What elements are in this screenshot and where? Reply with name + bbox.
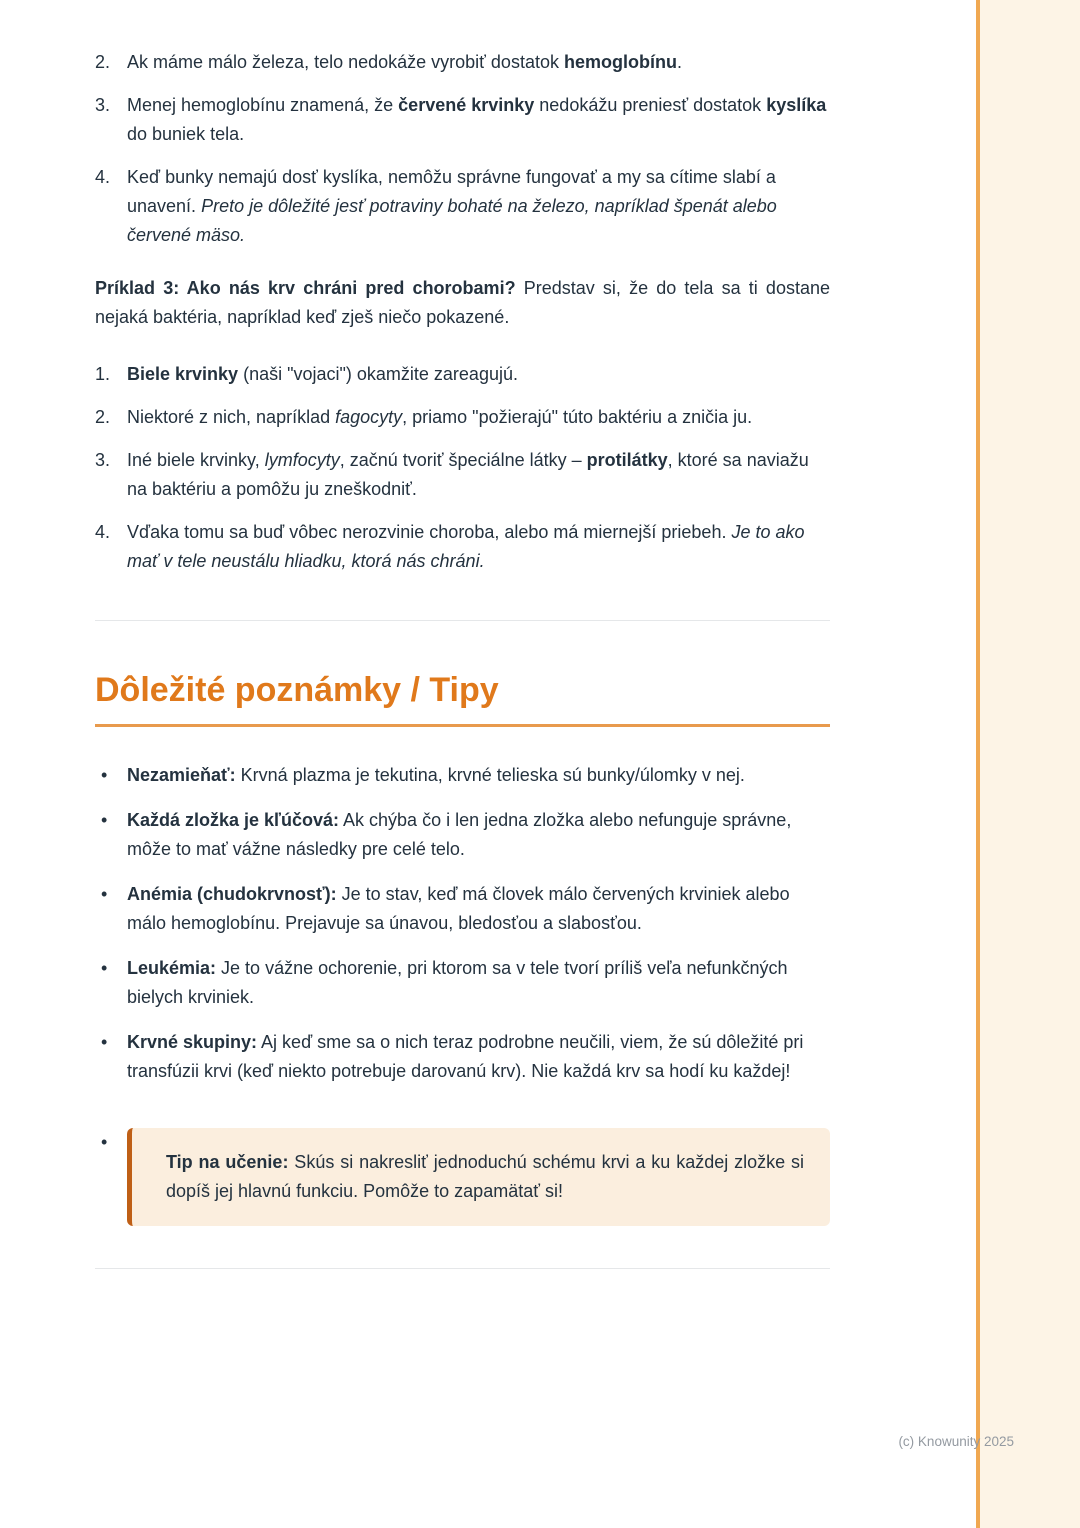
tip-callout-row — [95, 1128, 830, 1226]
page-edge-stripe — [976, 0, 1080, 1528]
bullet-marker: • — [101, 810, 108, 830]
bullet-marker: • — [101, 1032, 108, 1052]
list-item — [95, 761, 830, 790]
list-item — [95, 446, 830, 504]
list-item-text: Menej hemoglobínu znamená, že červené krvinky nedokážu preniesť dostatok kyslíka do buniek tela. — [127, 95, 827, 144]
list-item-text: Niektoré z nich, napríklad fagocyty, priamo "požierajú" túto baktériu a zničia ju. — [127, 407, 753, 427]
list-item — [95, 48, 830, 77]
list-item — [95, 806, 830, 864]
bullet-marker: • — [101, 884, 108, 904]
list-marker: 2. — [95, 52, 111, 72]
tip-callout-text: Tip na učenie: Skús si nakresliť jednoduchú schému krvi a ku každej zložke si dopíš jej hlavnú funkciu. Pomôže to zapamätať si! — [166, 1152, 804, 1201]
list-marker: 3. — [95, 95, 111, 115]
list-item-text: Iné biele krvinky, lymfocyty, začnú tvoriť špeciálne látky – protilátky, ktoré sa naviažu na baktériu a pomôžu ju zneškodniť. — [127, 450, 809, 499]
list-marker: 1. — [95, 364, 111, 384]
list-item-text: Biele krvinky (naši "vojaci") okamžite zareagujú. — [127, 364, 518, 384]
list-item — [95, 954, 830, 1012]
list-marker: 3. — [95, 450, 111, 470]
list-item — [95, 163, 830, 250]
bullet-marker: • — [101, 765, 108, 785]
list-item-text: Krvné skupiny: Aj keď sme sa o nich teraz podrobne neučili, viem, že sú dôležité pri transfúzii krvi (keď niekto potrebuje darovanú krv). Nie každá krv sa hodí ku každej! — [127, 1032, 804, 1081]
list-item-text: Nezamieňať: Krvná plazma je tekutina, krvné telieska sú bunky/úlomky v nej. — [127, 765, 745, 785]
list-item-text: Ak máme málo železa, telo nedokáže vyrobiť dostatok hemoglobínu. — [127, 52, 682, 72]
bullet-marker: • — [101, 958, 108, 978]
list-item-text: Keď bunky nemajú dosť kyslíka, nemôžu správne fungovať a my sa cítime slabí a unavení. Preto je dôležité jesť potraviny bohaté na železo, napríklad špenát alebo červené mäso. — [127, 167, 777, 245]
list-marker: 2. — [95, 407, 111, 427]
list-item-text: Vďaka tomu sa buď vôbec nerozvinie choroba, alebo má miernejší priebeh. Je to ako mať v tele neustálu hliadku, ktorá nás chráni. — [127, 522, 805, 571]
list-marker: 4. — [95, 522, 111, 542]
list-item-text: Anémia (chudokrvnosť): Je to stav, keď má človek málo červených krviniek alebo málo hemoglobínu. Prejavuje sa únavou, bledosťou a slabosťou. — [127, 884, 790, 933]
list-item — [95, 1028, 830, 1086]
list-item — [95, 880, 830, 938]
list-item — [95, 403, 830, 432]
list-item-text: Leukémia: Je to vážne ochorenie, pri ktorom sa v tele tvorí príliš veľa nefunkčných bielych krviniek. — [127, 958, 788, 1007]
list-item — [95, 360, 830, 389]
footer-credit: (c) Knowunity 2025 — [898, 1434, 1014, 1449]
list-item-text: Každá zložka je kľúčová: Ak chýba čo i len jedna zložka alebo nefunguje správne, môže to mať vážne následky pre celé telo. — [127, 810, 792, 859]
iron-effects-list — [95, 48, 830, 250]
list-marker: 4. — [95, 167, 111, 187]
bullet-marker: • — [101, 1132, 108, 1152]
section-divider — [95, 620, 830, 621]
tips-section-heading: Dôležité poznámky / Tipy — [95, 671, 830, 727]
tips-list — [95, 761, 830, 1086]
bottom-divider — [95, 1268, 830, 1269]
immune-defense-list — [95, 360, 830, 576]
example3-paragraph: Príklad 3: Ako nás krv chráni pred chorobami? Predstav si, že do tela sa ti dostane nejaká baktéria, napríklad keď zješ niečo pokazené. — [95, 278, 830, 327]
list-item — [95, 518, 830, 576]
list-item — [95, 91, 830, 149]
tip-callout-box — [127, 1128, 830, 1226]
